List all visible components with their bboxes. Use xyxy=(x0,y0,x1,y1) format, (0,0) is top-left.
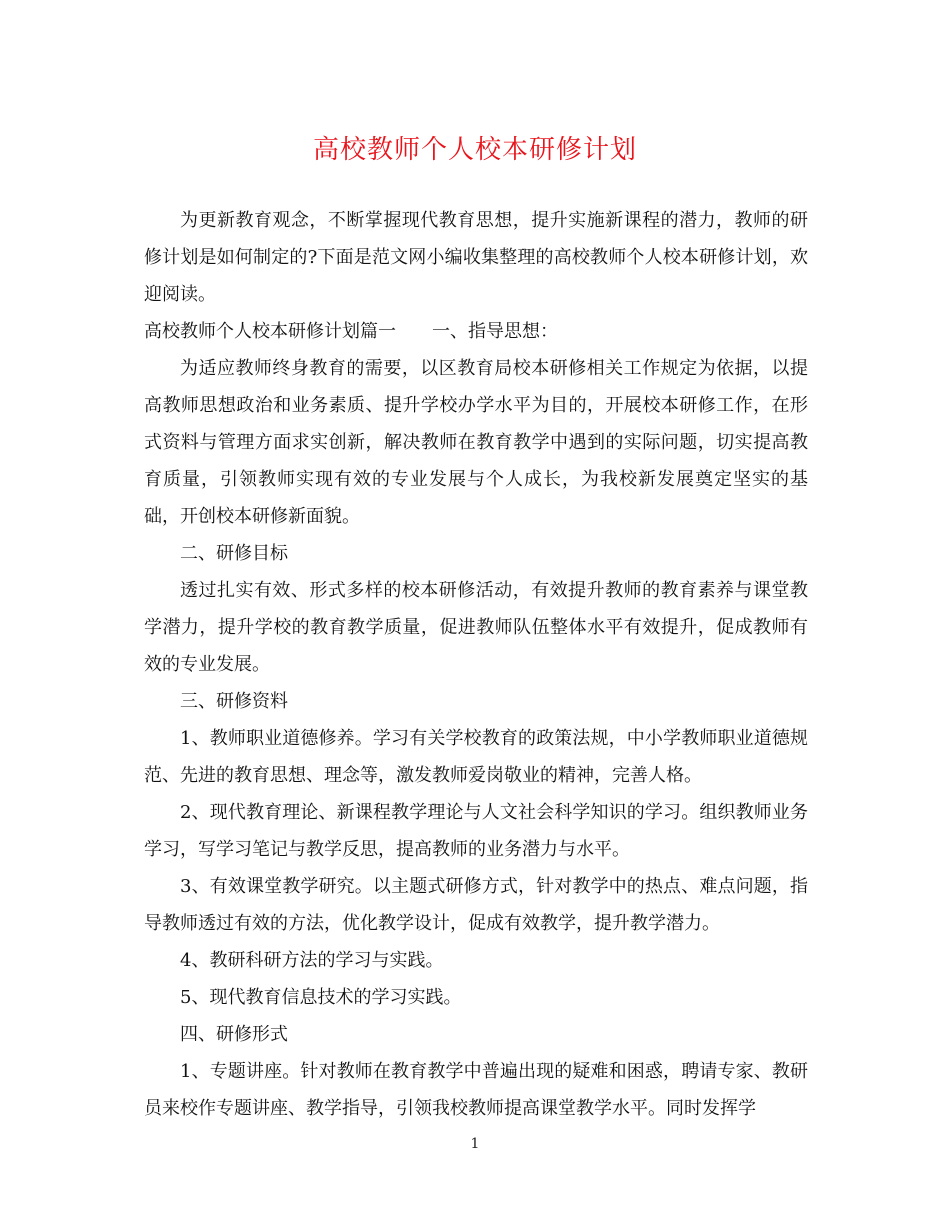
document-title: 高校教师个人校本研修计划 xyxy=(312,135,637,165)
paragraph-research-goals: 透过扎实有效、形式多样的校本研修活动，有效提升教师的教育素养与课堂教学潜力，提升学校的教育教学质量，促进教师队伍整体水平有效提升，促成教师有效的专业发展。 xyxy=(144,580,808,675)
paragraph-form-1: 1、专题讲座。针对教师在教育教学中普遍出现的疑难和困惑，聘请专家、教研员来校作专题讲座、教学指导，引领我校教师提高课堂教学水平。同时发挥学 xyxy=(144,1061,808,1119)
intro-paragraph: 为更新教育观念，不断掌握现代教育思想，提升实施新课程的潜力，教师的研修计划是如何制定的?下面是范文网小编收集整理的高校教师个人校本研修计划，欢迎阅读。 xyxy=(144,210,808,305)
section-heading: 高校教师个人校本研修计划篇一 xyxy=(144,321,396,342)
heading-research-materials: 三、研修资料 xyxy=(180,691,288,712)
paragraph-guiding-ideas: 为适应教师终身教育的需要，以区教育局校本研修相关工作规定为依据，以提高教师思想政治和业务素质、提升学校办学水平为目的，开展校本研修工作，在形式资料与管理方面求实创新，解决教师在教育教学中遇到的实际问题，切实提高教育质量，引领教师实现有效的专业发展与个人成长，为我校新发展奠定坚实的基础，开创校本研修新面貌。 xyxy=(144,358,808,527)
guiding-heading: 一、指导思想： xyxy=(432,321,558,342)
heading-research-forms: 四、研修形式 xyxy=(180,1024,288,1045)
heading-research-goals: 二、研修目标 xyxy=(180,543,288,564)
paragraph-material-3: 3、有效课堂教学研究。以主题式研修方式，针对教学中的热点、难点问题，指导教师透过有效的方法，优化教学设计，促成有效教学，提升教学潜力。 xyxy=(144,876,808,934)
paragraph-material-1: 1、教师职业道德修养。学习有关学校教育的政策法规，中小学教师职业道德规范、先进的教育思想、理念等，激发教师爱岗敬业的精神，完善人格。 xyxy=(144,728,808,786)
paragraph-material-2: 2、现代教育理论、新课程教学理论与人文社会科学知识的学习。组织教师业务学习，写学习笔记与教学反思，提高教师的业务潜力与水平。 xyxy=(144,802,808,860)
page-number: 1 xyxy=(470,1136,480,1152)
paragraph-material-4: 4、教研科研方法的学习与实践。 xyxy=(180,950,444,971)
section-heading-line xyxy=(144,313,808,350)
paragraph-material-5: 5、现代教育信息技术的学习实践。 xyxy=(180,987,462,1008)
document-body xyxy=(144,202,808,1127)
